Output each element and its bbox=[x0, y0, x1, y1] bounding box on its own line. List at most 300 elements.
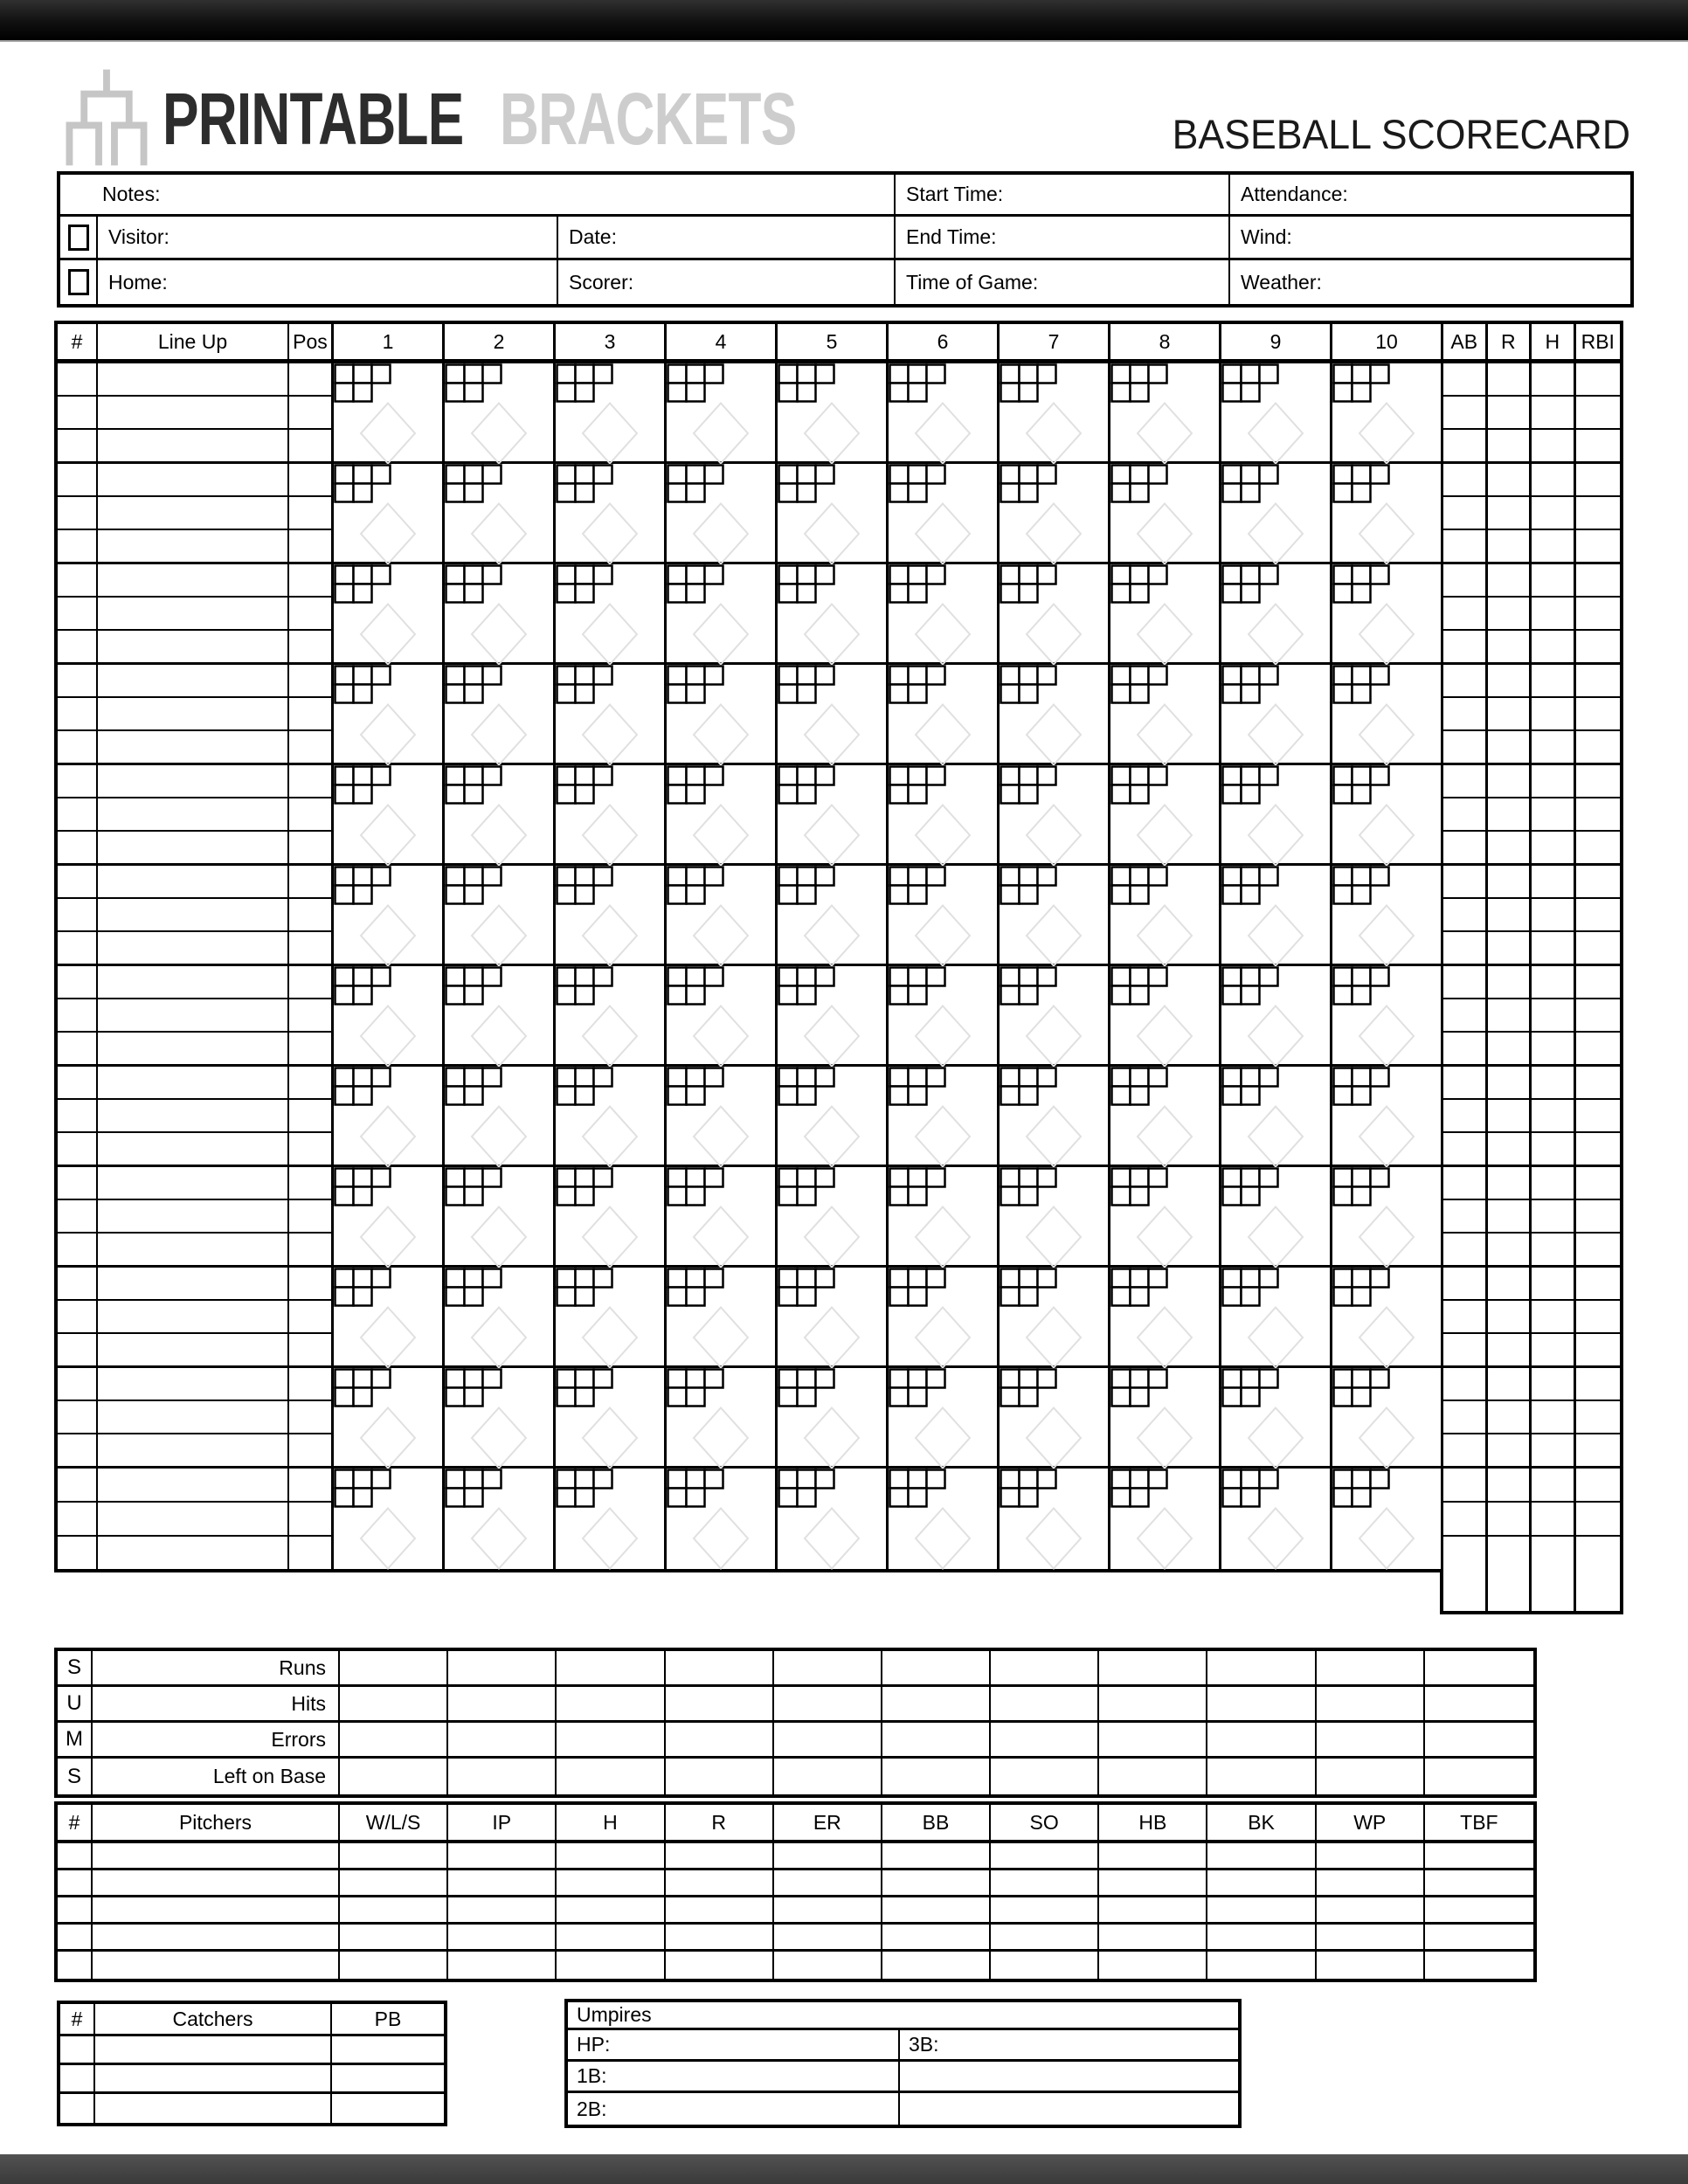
base-diamond-icon bbox=[1136, 402, 1193, 465]
sum-value-cell bbox=[1425, 1723, 1533, 1756]
pitch-count-grid bbox=[445, 665, 504, 706]
subrow bbox=[289, 430, 331, 461]
base-diamond-icon bbox=[692, 703, 750, 766]
stat-subrow bbox=[1443, 530, 1485, 562]
wind-label: Wind: bbox=[1241, 225, 1292, 248]
subrow bbox=[289, 1334, 331, 1365]
sum-value-cell bbox=[666, 1651, 774, 1684]
header-inning-6: 6 bbox=[889, 324, 1000, 359]
tournament-bracket-icon bbox=[58, 66, 156, 169]
sums-letter: U bbox=[58, 1687, 93, 1720]
pitchers-header-ip: IP bbox=[448, 1805, 557, 1840]
header-h: H bbox=[1532, 324, 1576, 359]
base-diamond-icon bbox=[1025, 804, 1083, 867]
pitch-count-grid bbox=[556, 1368, 615, 1409]
base-diamond-icon bbox=[1025, 1406, 1083, 1469]
pitch-count-grid bbox=[778, 363, 837, 404]
base-diamond-icon bbox=[692, 1105, 750, 1168]
stat-subrow bbox=[1443, 1301, 1485, 1334]
sum-value-cell bbox=[991, 1723, 1099, 1756]
bottom-gradient-bar bbox=[0, 2154, 1688, 2184]
pitch-count-grid bbox=[556, 564, 615, 605]
stat-subrow bbox=[1443, 397, 1485, 430]
position-cell bbox=[289, 1067, 334, 1165]
pitch-count-grid bbox=[667, 1368, 726, 1409]
sums-table bbox=[54, 1648, 1537, 1798]
umpire-blank-cell bbox=[900, 2093, 1238, 2125]
pitch-count-grid bbox=[889, 966, 948, 1007]
rbi-total-cell bbox=[1576, 1569, 1621, 1611]
pitch-count-grid bbox=[778, 1469, 837, 1510]
sum-value-cell bbox=[1317, 1759, 1425, 1794]
base-diamond-icon bbox=[581, 1306, 639, 1369]
subrow bbox=[289, 1167, 331, 1200]
subrow bbox=[58, 866, 96, 899]
pitch-count-grid bbox=[778, 1067, 837, 1108]
pitcher-row bbox=[58, 1870, 1533, 1897]
inning-scoring-cell bbox=[1221, 1368, 1332, 1466]
inning-scoring-cell bbox=[1221, 564, 1332, 662]
base-diamond-icon bbox=[803, 402, 861, 465]
header-inning-7: 7 bbox=[1000, 324, 1110, 359]
pitchers-header-so: SO bbox=[991, 1805, 1099, 1840]
inning-scoring-cell bbox=[1221, 1268, 1332, 1365]
base-diamond-icon bbox=[359, 502, 417, 565]
subrow bbox=[98, 966, 287, 999]
pitcher-value-cell bbox=[93, 1925, 340, 1949]
inning-scoring-cell bbox=[334, 1368, 445, 1466]
base-diamond-icon bbox=[470, 502, 528, 565]
inning-scoring-cell bbox=[1000, 1368, 1110, 1466]
inning-scoring-cell bbox=[334, 1268, 445, 1365]
inning-scoring-cell bbox=[778, 1368, 889, 1466]
stat-subrow bbox=[1576, 1434, 1621, 1466]
stat-cell bbox=[1532, 765, 1576, 863]
pitch-count-grid bbox=[334, 1167, 393, 1208]
inning-scoring-cell bbox=[889, 765, 1000, 863]
inning-scoring-cell bbox=[1221, 1067, 1332, 1165]
lineup-name-cell bbox=[98, 464, 289, 562]
inning-scoring-cell bbox=[889, 564, 1000, 662]
inning-scoring-cell bbox=[334, 564, 445, 662]
sum-value-cell bbox=[991, 1759, 1099, 1794]
stat-subrow bbox=[1576, 1469, 1621, 1503]
pitch-count-grid bbox=[778, 765, 837, 806]
pitcher-value-cell bbox=[774, 1870, 882, 1895]
base-diamond-icon bbox=[470, 804, 528, 867]
stat-subrow bbox=[1488, 698, 1530, 731]
stat-cell bbox=[1532, 665, 1576, 763]
pitcher-value-cell bbox=[1425, 1897, 1533, 1922]
inning-scoring-cell bbox=[1332, 1268, 1443, 1365]
pitcher-value-cell bbox=[58, 1870, 93, 1895]
base-diamond-icon bbox=[1358, 603, 1415, 666]
stat-subrow bbox=[1488, 397, 1530, 430]
stat-cell bbox=[1576, 866, 1621, 964]
stat-subrow bbox=[1443, 832, 1485, 863]
base-diamond-icon bbox=[1247, 603, 1304, 666]
pitch-count-grid bbox=[667, 1067, 726, 1108]
base-diamond-icon bbox=[803, 502, 861, 565]
subrow bbox=[289, 832, 331, 863]
stat-subrow bbox=[1443, 598, 1485, 631]
subrow bbox=[289, 1200, 331, 1234]
base-diamond-icon bbox=[1025, 1306, 1083, 1369]
base-diamond-icon bbox=[1247, 904, 1304, 967]
base-diamond-icon bbox=[1025, 1105, 1083, 1168]
stat-cell bbox=[1532, 866, 1576, 964]
base-diamond-icon bbox=[914, 904, 972, 967]
stat-subrow bbox=[1443, 1503, 1485, 1537]
base-diamond-icon bbox=[803, 1206, 861, 1268]
stat-subrow bbox=[1443, 1401, 1485, 1434]
subrow bbox=[98, 564, 287, 598]
inning-scoring-cell bbox=[1110, 1167, 1221, 1265]
stat-cell bbox=[1443, 665, 1488, 763]
base-diamond-icon bbox=[914, 703, 972, 766]
inning-scoring-cell bbox=[556, 464, 667, 562]
pitcher-value-cell bbox=[58, 1897, 93, 1922]
subrow bbox=[98, 430, 287, 461]
inning-scoring-cell bbox=[445, 1067, 556, 1165]
base-diamond-icon bbox=[581, 1406, 639, 1469]
base-diamond-icon bbox=[803, 1105, 861, 1168]
inning-scoring-cell bbox=[445, 1167, 556, 1265]
pitcher-value-cell bbox=[1317, 1925, 1425, 1949]
inning-scoring-cell bbox=[445, 1368, 556, 1466]
base-diamond-icon bbox=[359, 1005, 417, 1068]
base-diamond-icon bbox=[914, 1105, 972, 1168]
inning-scoring-cell bbox=[889, 464, 1000, 562]
subrow bbox=[98, 1503, 287, 1537]
inning-scoring-cell bbox=[889, 1469, 1000, 1569]
sum-value-cell bbox=[340, 1759, 448, 1794]
inning-scoring-cell bbox=[778, 1167, 889, 1265]
stat-cell bbox=[1443, 1167, 1488, 1265]
stat-subrow bbox=[1576, 1401, 1621, 1434]
visitor-checkbox[interactable] bbox=[68, 225, 89, 251]
inning-scoring-cell bbox=[889, 1167, 1000, 1265]
base-diamond-icon bbox=[1136, 1005, 1193, 1068]
inning-scoring-cell bbox=[445, 765, 556, 863]
subrow bbox=[98, 1334, 287, 1365]
pitch-count-grid bbox=[667, 1268, 726, 1309]
pitch-count-grid bbox=[445, 1167, 504, 1208]
catcher-value-cell bbox=[95, 2036, 332, 2063]
catchers-header-number: # bbox=[60, 2004, 95, 2034]
subrow bbox=[98, 1133, 287, 1165]
stat-subrow bbox=[1488, 665, 1530, 698]
pitcher-value-cell bbox=[774, 1897, 882, 1922]
pitch-count-grid bbox=[889, 1167, 948, 1208]
base-diamond-icon bbox=[1025, 904, 1083, 967]
position-cell bbox=[289, 665, 334, 763]
inning-scoring-cell bbox=[1110, 665, 1221, 763]
pitcher-value-cell bbox=[93, 1952, 340, 1979]
stat-subrow bbox=[1443, 464, 1485, 497]
runs-label: Runs bbox=[93, 1651, 340, 1684]
stat-subrow bbox=[1576, 363, 1621, 397]
pitcher-value-cell bbox=[1099, 1925, 1207, 1949]
inning-scoring-cell bbox=[778, 765, 889, 863]
pitcher-value-cell bbox=[774, 1843, 882, 1868]
subrow bbox=[289, 397, 331, 430]
pitcher-value-cell bbox=[1425, 1925, 1533, 1949]
base-diamond-icon bbox=[1247, 703, 1304, 766]
stat-subrow bbox=[1532, 1368, 1574, 1401]
home-label: Home: bbox=[98, 260, 558, 304]
pitch-count-grid bbox=[1332, 1167, 1392, 1208]
pitch-count-grid bbox=[667, 966, 726, 1007]
scoring-grid bbox=[54, 321, 1623, 1572]
position-cell bbox=[289, 1167, 334, 1265]
stat-subrow bbox=[1443, 698, 1485, 731]
stat-subrow bbox=[1532, 1401, 1574, 1434]
inning-scoring-cell bbox=[1332, 866, 1443, 964]
stat-cell bbox=[1576, 1167, 1621, 1265]
pitch-count-grid bbox=[556, 464, 615, 505]
stat-subrow bbox=[1532, 497, 1574, 530]
stat-cell bbox=[1488, 464, 1532, 562]
lineup-name-cell bbox=[98, 966, 289, 1064]
inning-scoring-cell bbox=[1000, 866, 1110, 964]
pitch-count-grid bbox=[556, 765, 615, 806]
pitch-count-grid bbox=[1221, 1368, 1281, 1409]
pitch-count-grid bbox=[445, 1469, 504, 1510]
pitchers-header-number: # bbox=[58, 1805, 93, 1840]
pitch-count-grid bbox=[889, 866, 948, 907]
inning-scoring-cell bbox=[334, 765, 445, 863]
base-diamond-icon bbox=[692, 502, 750, 565]
stat-subrow bbox=[1532, 1234, 1574, 1265]
batter-row bbox=[58, 1368, 1620, 1469]
inning-scoring-cell bbox=[667, 1268, 778, 1365]
pitcher-value-cell bbox=[448, 1925, 557, 1949]
pitch-count-grid bbox=[1332, 464, 1392, 505]
base-diamond-icon bbox=[1358, 502, 1415, 565]
subrow bbox=[98, 497, 287, 530]
visitor-label: Visitor: bbox=[98, 217, 558, 258]
inning-scoring-cell bbox=[1332, 966, 1443, 1064]
home-checkbox[interactable] bbox=[68, 269, 89, 295]
pitch-count-grid bbox=[1000, 1469, 1059, 1510]
subrow bbox=[289, 698, 331, 731]
base-diamond-icon bbox=[1136, 703, 1193, 766]
stat-subrow bbox=[1576, 966, 1621, 999]
batter-number-cell bbox=[58, 564, 98, 662]
stat-subrow bbox=[1488, 1268, 1530, 1301]
stat-subrow bbox=[1488, 999, 1530, 1033]
info-row-visitor bbox=[60, 217, 1630, 260]
inning-scoring-cell bbox=[1221, 665, 1332, 763]
sum-value-cell bbox=[774, 1687, 882, 1720]
stat-subrow bbox=[1576, 397, 1621, 430]
pitch-count-grid bbox=[889, 564, 948, 605]
base-diamond-icon bbox=[359, 703, 417, 766]
stat-cell bbox=[1488, 1268, 1532, 1365]
pitch-count-grid bbox=[778, 464, 837, 505]
lineup-name-cell bbox=[98, 665, 289, 763]
sum-value-cell bbox=[1207, 1759, 1316, 1794]
base-diamond-icon bbox=[359, 804, 417, 867]
inning-scoring-cell bbox=[1221, 966, 1332, 1064]
catcher-value-cell bbox=[332, 2065, 444, 2091]
subrow bbox=[58, 1401, 96, 1434]
sum-value-cell bbox=[1425, 1687, 1533, 1720]
base-diamond-icon bbox=[803, 703, 861, 766]
catcher-value-cell bbox=[95, 2094, 332, 2123]
r-total-cell bbox=[1488, 1569, 1532, 1611]
pitcher-value-cell bbox=[1317, 1870, 1425, 1895]
subrow bbox=[289, 765, 331, 798]
base-diamond-icon bbox=[1247, 1005, 1304, 1068]
pitch-count-grid bbox=[334, 464, 393, 505]
inning-scoring-cell bbox=[1110, 363, 1221, 461]
subrow bbox=[98, 731, 287, 763]
stat-subrow bbox=[1488, 497, 1530, 530]
base-diamond-icon bbox=[1025, 703, 1083, 766]
pitch-count-grid bbox=[778, 564, 837, 605]
subrow bbox=[58, 530, 96, 562]
stat-subrow bbox=[1443, 1067, 1485, 1100]
base-diamond-icon bbox=[914, 1507, 972, 1570]
pitcher-value-cell bbox=[1207, 1925, 1316, 1949]
pitcher-value-cell bbox=[1207, 1952, 1316, 1979]
inning-scoring-cell bbox=[1221, 1167, 1332, 1265]
catcher-value-cell bbox=[60, 2094, 95, 2123]
pitchers-header-wls: W/L/S bbox=[340, 1805, 448, 1840]
pitcher-value-cell bbox=[58, 1925, 93, 1949]
subrow bbox=[58, 999, 96, 1033]
stat-subrow bbox=[1532, 1067, 1574, 1100]
pitcher-value-cell bbox=[1317, 1843, 1425, 1868]
pitch-count-grid bbox=[1110, 1469, 1170, 1510]
stat-subrow bbox=[1488, 1537, 1530, 1569]
pitcher-row bbox=[58, 1897, 1533, 1925]
subrow bbox=[98, 363, 287, 397]
stat-subrow bbox=[1532, 430, 1574, 461]
inning-scoring-cell bbox=[667, 1368, 778, 1466]
pitcher-value-cell bbox=[557, 1843, 665, 1868]
base-diamond-icon bbox=[1247, 1507, 1304, 1570]
pitch-count-grid bbox=[334, 1067, 393, 1108]
pitcher-value-cell bbox=[340, 1925, 448, 1949]
inning-scoring-cell bbox=[1110, 866, 1221, 964]
stat-subrow bbox=[1576, 731, 1621, 763]
subrow bbox=[58, 1537, 96, 1569]
pitcher-value-cell bbox=[1317, 1952, 1425, 1979]
inning-scoring-cell bbox=[1110, 765, 1221, 863]
inning-scoring-cell bbox=[556, 966, 667, 1064]
stat-subrow bbox=[1488, 932, 1530, 964]
header-ab: AB bbox=[1443, 324, 1488, 359]
stat-subrow bbox=[1576, 1167, 1621, 1200]
subrow bbox=[98, 1301, 287, 1334]
pitch-count-grid bbox=[556, 1167, 615, 1208]
inning-scoring-cell bbox=[1110, 1469, 1221, 1569]
base-diamond-icon bbox=[1136, 804, 1193, 867]
lineup-name-cell bbox=[98, 765, 289, 863]
inning-scoring-cell bbox=[889, 1368, 1000, 1466]
stat-cell bbox=[1576, 1469, 1621, 1569]
sum-value-cell bbox=[1317, 1651, 1425, 1684]
inning-scoring-cell bbox=[667, 1469, 778, 1569]
stat-cell bbox=[1532, 1368, 1576, 1466]
inning-scoring-cell bbox=[1221, 1469, 1332, 1569]
stat-subrow bbox=[1576, 1503, 1621, 1537]
inning-scoring-cell bbox=[1221, 866, 1332, 964]
stat-subrow bbox=[1576, 798, 1621, 832]
sum-value-cell bbox=[991, 1651, 1099, 1684]
stat-subrow bbox=[1532, 999, 1574, 1033]
base-diamond-icon bbox=[1247, 1206, 1304, 1268]
pitch-count-grid bbox=[1221, 665, 1281, 706]
sum-value-cell bbox=[1207, 1723, 1316, 1756]
stat-cell bbox=[1443, 765, 1488, 863]
pitch-count-grid bbox=[445, 765, 504, 806]
umpires-table bbox=[564, 1999, 1242, 2128]
stat-subrow bbox=[1576, 464, 1621, 497]
stat-subrow bbox=[1488, 1434, 1530, 1466]
sum-value-cell bbox=[666, 1687, 774, 1720]
base-diamond-icon bbox=[1247, 1306, 1304, 1369]
position-cell bbox=[289, 866, 334, 964]
stat-subrow bbox=[1443, 665, 1485, 698]
attendance-label: Attendance: bbox=[1241, 183, 1348, 205]
batter-number-cell bbox=[58, 1167, 98, 1265]
pitchers-table bbox=[54, 1801, 1537, 1982]
pitch-count-grid bbox=[1000, 966, 1059, 1007]
stat-subrow bbox=[1576, 430, 1621, 461]
pitch-count-grid bbox=[1000, 1268, 1059, 1309]
sums-row-runs bbox=[58, 1651, 1533, 1687]
subrow bbox=[58, 598, 96, 631]
subrow bbox=[58, 1503, 96, 1537]
inning-scoring-cell bbox=[778, 866, 889, 964]
pitch-count-grid bbox=[889, 363, 948, 404]
sums-row-hits bbox=[58, 1687, 1533, 1723]
pitcher-value-cell bbox=[991, 1843, 1099, 1868]
batter-number-cell bbox=[58, 665, 98, 763]
header-inning-4: 4 bbox=[667, 324, 778, 359]
pitcher-value-cell bbox=[991, 1870, 1099, 1895]
pitcher-value-cell bbox=[557, 1952, 665, 1979]
base-diamond-icon bbox=[581, 703, 639, 766]
inning-scoring-cell bbox=[778, 966, 889, 1064]
stat-subrow bbox=[1443, 497, 1485, 530]
subrow bbox=[58, 1334, 96, 1365]
catchers-header-pb: PB bbox=[374, 2007, 402, 2030]
stat-cell bbox=[1443, 966, 1488, 1064]
pitcher-value-cell bbox=[557, 1897, 665, 1922]
sum-value-cell bbox=[774, 1759, 882, 1794]
stat-cell bbox=[1488, 866, 1532, 964]
subrow bbox=[58, 798, 96, 832]
inning-scoring-cell bbox=[1000, 665, 1110, 763]
inning-scoring-cell bbox=[667, 1167, 778, 1265]
lineup-name-cell bbox=[98, 1368, 289, 1466]
subrow bbox=[58, 631, 96, 662]
pitcher-value-cell bbox=[991, 1925, 1099, 1949]
subrow bbox=[289, 1067, 331, 1100]
third-base-umpire-label: 3B: bbox=[909, 2033, 939, 2056]
stat-subrow bbox=[1532, 966, 1574, 999]
inning-scoring-cell bbox=[556, 1268, 667, 1365]
subrow bbox=[58, 899, 96, 932]
inning-scoring-cell bbox=[1332, 665, 1443, 763]
batter-row bbox=[58, 765, 1620, 866]
inning-scoring-cell bbox=[334, 1167, 445, 1265]
